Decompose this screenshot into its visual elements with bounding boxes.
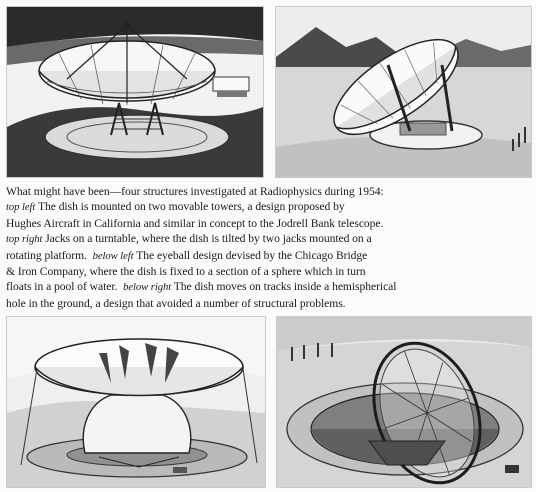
- caption-intro: What might have been—four structures investigated at Radiophysics during 1954:: [6, 185, 384, 198]
- caption-line-2: [6, 199, 532, 215]
- caption-tag-below-right: below right: [123, 282, 172, 294]
- illustration-below-right-track-dish: [276, 316, 532, 488]
- caption-tag-top-left: top left: [6, 202, 36, 214]
- caption-below-right-text-2: hole in the ground, a design that avoided a number of structural problems.: [6, 296, 346, 310]
- caption-below-left-text-1: The eyeball design devised by the Chicago Bridge: [133, 248, 368, 262]
- tower-dish-drawing: [7, 7, 263, 177]
- caption-below-left-text-2: & Iron Company, where the dish is fixed to a section of a sphere which in turn: [6, 265, 366, 279]
- caption-line-6: [6, 264, 532, 279]
- caption-line-7: [6, 279, 532, 295]
- caption-top-right-text-2: rotating platform.: [6, 248, 87, 262]
- eyeball-dish-drawing: [7, 317, 265, 487]
- caption-below-right-text-1: The dish moves on tracks inside a hemispherical: [171, 280, 397, 294]
- caption-tag-top-right: top right: [6, 234, 43, 246]
- illustration-top-left-tower-dish: [6, 6, 264, 178]
- track-dish-drawing: [277, 317, 531, 487]
- figure-caption: [6, 184, 532, 311]
- caption-line-3: [6, 216, 532, 231]
- caption-line-8: [6, 296, 532, 311]
- caption-below-left-text-3: floats in a pool of water.: [6, 280, 118, 294]
- jack-dish-drawing: [276, 7, 531, 177]
- caption-line-4: [6, 231, 532, 247]
- caption-top-left-text-2: Hughes Aircraft in California and similar in concept to the Jodrell Bank telescope.: [6, 216, 384, 230]
- caption-top-right-text-1: Jacks on a turntable, where the dish is tilted by two jacks mounted on a: [42, 232, 372, 246]
- caption-top-left-text-1: The dish is mounted on two movable towers, a design proposed by: [35, 200, 345, 214]
- caption-tag-below-left: below left: [92, 250, 134, 262]
- illustration-below-left-eyeball-dish: [6, 316, 266, 488]
- caption-line-1: [6, 184, 532, 199]
- illustration-top-right-jack-dish: [275, 6, 532, 178]
- caption-line-5: [6, 248, 532, 264]
